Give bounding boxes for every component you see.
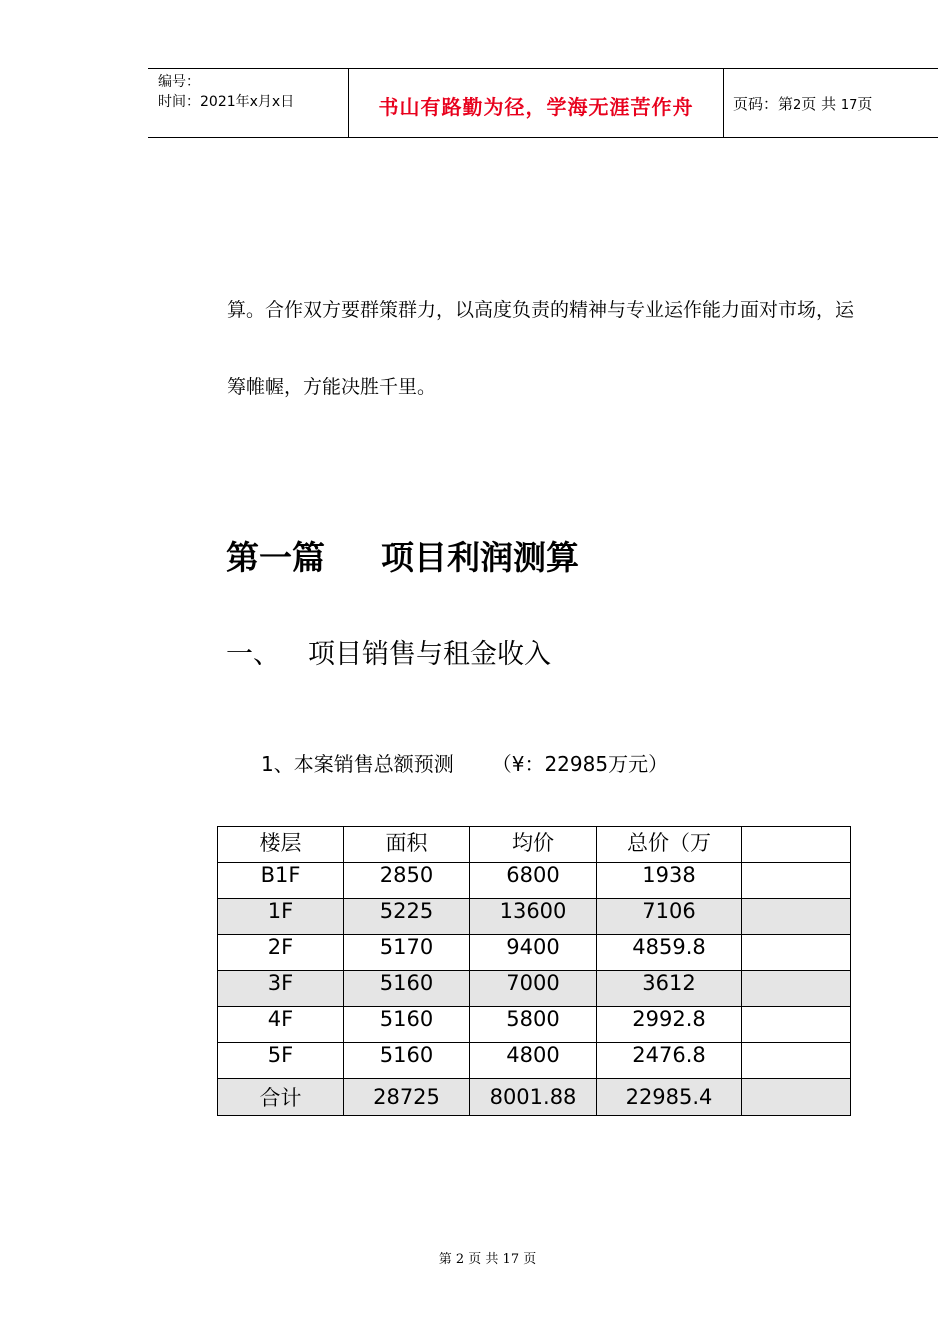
header-cell — [742, 827, 851, 863]
table-cell: 2F — [218, 935, 344, 971]
table-cell: 9400 — [470, 935, 597, 971]
part-title: 第一篇 — [226, 538, 325, 577]
part-subtitle: 项目利润测算 — [381, 538, 579, 577]
table-cell: 5225 — [344, 899, 470, 935]
table-total-row — [218, 1079, 851, 1116]
page-current: 2 — [793, 98, 802, 113]
table-cell: 7000 — [470, 971, 597, 1007]
table-cell — [742, 935, 851, 971]
table-cell: 13600 — [470, 899, 597, 935]
table-cell: 5170 — [344, 935, 470, 971]
table-row — [218, 1007, 851, 1043]
header-page-cell — [723, 69, 938, 137]
section-heading — [226, 632, 551, 671]
table-header-row — [218, 827, 851, 863]
time-label: 时间：2021年x月x日 — [158, 94, 295, 110]
section-number: 一、 — [226, 639, 280, 670]
table-cell: 3612 — [597, 971, 742, 1007]
table-cell: 5800 — [470, 1007, 597, 1043]
table-cell: B1F — [218, 863, 344, 899]
header-cell: 总价（万 — [597, 827, 742, 863]
table-cell: 2992.8 — [597, 1007, 742, 1043]
header-cell: 均价 — [470, 827, 597, 863]
table-cell: 2850 — [344, 863, 470, 899]
total-cell: 合计 — [218, 1079, 344, 1116]
table-cell — [742, 971, 851, 1007]
sales-table — [217, 826, 851, 1116]
page-number-info — [733, 93, 872, 114]
table-cell: 4800 — [470, 1043, 597, 1079]
code-label: 编号： — [158, 74, 200, 90]
part-heading — [226, 532, 579, 579]
table-cell: 5160 — [344, 1007, 470, 1043]
table-cell — [742, 1007, 851, 1043]
table-row — [218, 971, 851, 1007]
table-row — [218, 1043, 851, 1079]
table-cell — [742, 1043, 851, 1079]
table-row — [218, 863, 851, 899]
subsection-title: 1、本案销售总额预测 — [261, 752, 454, 776]
total-cell: 28725 — [344, 1079, 470, 1116]
table-cell — [742, 899, 851, 935]
table-cell: 6800 — [470, 863, 597, 899]
table-row — [218, 935, 851, 971]
header-meta-cell — [148, 69, 348, 137]
paragraph-line-1: 算。合作双方要群策群力，以高度负责的精神与专业运作能力面对市场，运 — [227, 299, 855, 321]
page-suffix: 页 — [857, 95, 873, 113]
table-cell: 4F — [218, 1007, 344, 1043]
table-cell: 5F — [218, 1043, 344, 1079]
header-cell: 楼层 — [218, 827, 344, 863]
table-cell: 7106 — [597, 899, 742, 935]
table-cell: 5160 — [344, 971, 470, 1007]
subsection-heading — [261, 748, 668, 777]
table-row — [218, 899, 851, 935]
header-motto-cell — [348, 69, 724, 137]
page-mid: 页 共 — [801, 95, 837, 113]
section-title: 项目销售与租金收入 — [308, 639, 551, 670]
total-cell — [742, 1079, 851, 1116]
motto-text: 书山有路勤为径，学海无涯苦作舟 — [378, 95, 694, 119]
header-cell: 面积 — [344, 827, 470, 863]
page-header — [148, 68, 938, 138]
paragraph-line-2: 筹帷幄，方能决胜千里。 — [227, 376, 437, 398]
table-cell: 1938 — [597, 863, 742, 899]
table-cell: 3F — [218, 971, 344, 1007]
total-cell: 22985.4 — [597, 1079, 742, 1116]
subsection-note: （¥：22985万元） — [491, 752, 669, 776]
table-cell: 5160 — [344, 1043, 470, 1079]
page-footer: 第 2 页 共 17 页 — [438, 1252, 537, 1267]
total-cell: 8001.88 — [470, 1079, 597, 1116]
page-prefix: 页码：第 — [733, 95, 794, 113]
table-cell: 4859.8 — [597, 935, 742, 971]
page-total: 17 — [840, 98, 858, 113]
table-cell: 1F — [218, 899, 344, 935]
table-cell — [742, 863, 851, 899]
table-cell: 2476.8 — [597, 1043, 742, 1079]
